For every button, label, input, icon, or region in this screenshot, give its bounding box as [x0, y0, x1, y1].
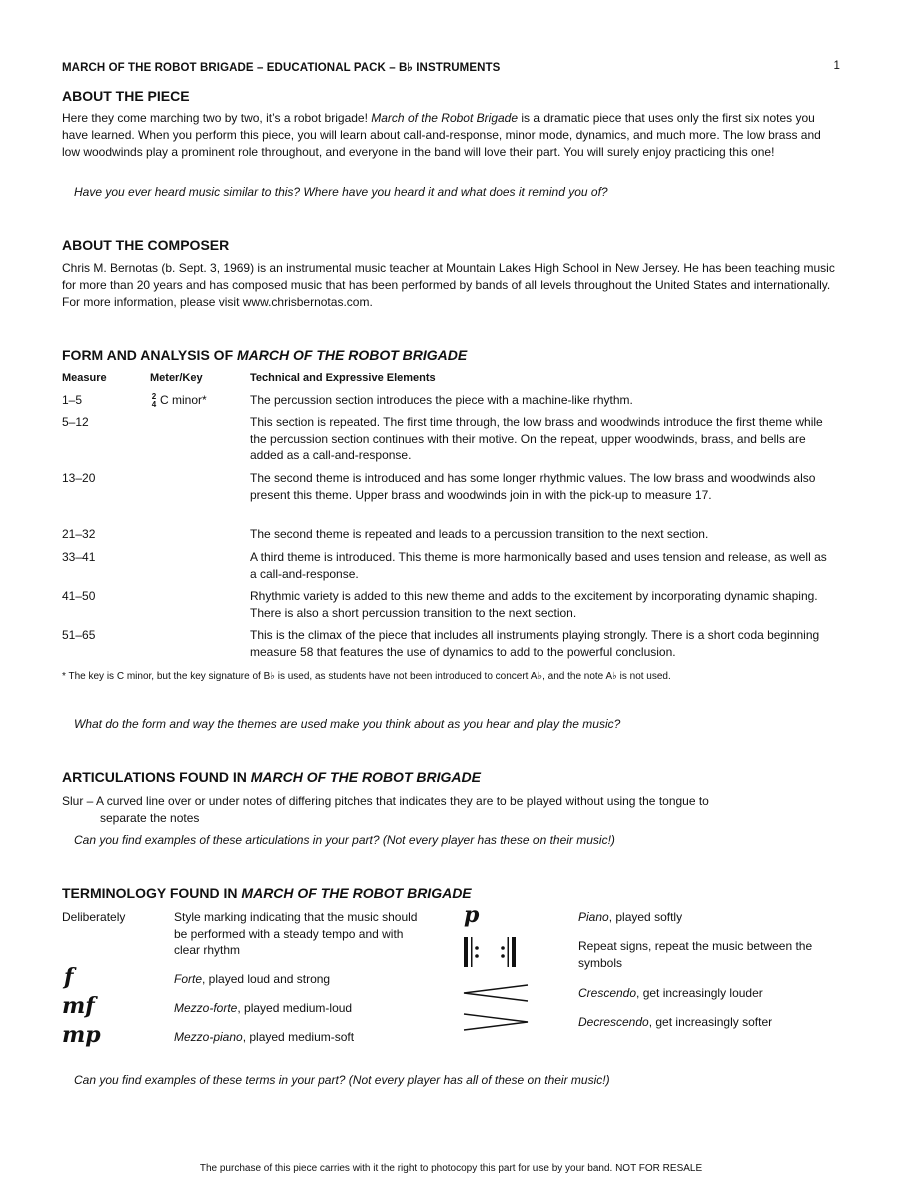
term-crescendo-text: , get increasingly louder — [636, 986, 763, 1000]
about-piece-text-a: Here they come marching two by two, it’s a robot brigade! — [62, 111, 372, 125]
decrescendo-hairpin-icon — [462, 1011, 532, 1033]
term-crescendo-def — [578, 985, 763, 1002]
about-composer-text: Chris M. Bernotas (b. Sept. 3, 1969) is an instrumental music teacher at Mountain Lakes High School in New Jersey. He has been teaching music for more than 20 years and has composed music that has been performed by bands of all levels throughout the United States and internationally. For more information, please visit www.chrisbernotas.com. — [62, 261, 835, 309]
articulations-question: Can you find examples of these articulations in your part? (Not every player has these on their music!) — [74, 833, 615, 847]
slur-line-1: Slur – A curved line over or under notes of differing pitches that indicates they are to be played without using the tongue to — [62, 794, 709, 808]
term-decrescendo: Decrescendo — [578, 1015, 649, 1029]
page-footer: The purchase of this piece carries with it the right to photocopy this part for use by your band. NOT FOR RESALE — [199, 1163, 703, 1174]
row-measure: 1–5 — [62, 393, 83, 407]
term-piano-def — [578, 909, 682, 926]
form-heading-title: MARCH OF THE ROBOT BRIGADE — [237, 347, 468, 363]
row-key: C minor* — [160, 393, 207, 407]
mezzo-forte-symbol-icon: mf — [62, 993, 95, 1019]
form-footnote: * The key is C minor, but the key signature of B♭ is used, as students have not been introduced to concert A♭, and the note A♭ is not used. — [62, 671, 671, 682]
about-piece-question: Have you ever heard music similar to this? Where have you heard it and what does it remind you of? — [74, 185, 608, 199]
time-sig-bottom: 4 — [151, 399, 157, 409]
terminology-heading-plain: TERMINOLOGY FOUND IN — [62, 885, 242, 901]
time-signature — [150, 393, 158, 409]
about-piece-text-b: is a dramatic piece that uses only the first six notes you have learned. When you perform this piece, you will learn about call-and-response, minor mode, dynamics, and much more. The low brass and low woodwinds play a prominent role throughout, and everyone in the band will love their part. You will surely enjoy practicing this one! — [62, 111, 821, 159]
about-piece-text — [62, 110, 836, 161]
row-measure: 33–41 — [62, 550, 96, 564]
articulations-heading — [62, 769, 481, 785]
page-number: 1 — [833, 60, 840, 72]
terminology-question: Can you find examples of these terms in your part? (Not every player has all of these on their music!) — [74, 1073, 610, 1087]
term-forte-def — [174, 971, 330, 988]
about-piece-heading: ABOUT THE PIECE — [62, 88, 190, 104]
form-heading — [62, 347, 467, 363]
row-description: The percussion section introduces the piece with a machine-like rhythm. — [250, 393, 633, 407]
about-piece-piece-title: March of the Robot Brigade — [371, 111, 519, 125]
term-deliberately-def: Style marking indicating that the music should be performed with a steady tempo and with clear rhythm — [174, 910, 418, 957]
header-title: MARCH OF THE ROBOT BRIGADE – EDUCATIONAL PACK – B♭ INSTRUMENTS — [62, 62, 501, 74]
terminology-heading — [62, 885, 472, 901]
row-measure: 51–65 — [62, 628, 96, 642]
term-mezzo-forte: Mezzo-forte — [174, 1001, 238, 1015]
form-heading-plain: FORM AND ANALYSIS OF — [62, 347, 238, 363]
term-forte-text: , played loud and strong — [202, 972, 331, 986]
term-crescendo: Crescendo — [578, 986, 637, 1000]
term-decrescendo-def — [578, 1014, 772, 1031]
slur-line-2: separate the notes — [100, 811, 200, 825]
terminology-heading-title: MARCH OF THE ROBOT BRIGADE — [241, 885, 472, 901]
row-measure: 5–12 — [62, 415, 89, 429]
term-mezzo-forte-def — [174, 1000, 352, 1017]
term-piano: Piano — [578, 910, 609, 924]
piano-symbol-icon: p — [464, 902, 480, 928]
articulations-heading-title: MARCH OF THE ROBOT BRIGADE — [250, 769, 481, 785]
row-measure: 41–50 — [62, 589, 96, 603]
row-description: A third theme is introduced. This theme is more harmonically based and uses tension and release, as well as a call-and-response. — [250, 550, 827, 581]
mezzo-piano-symbol-icon: mp — [62, 1022, 101, 1048]
term-decrescendo-text: , get increasingly softer — [648, 1015, 773, 1029]
crescendo-hairpin-icon — [462, 982, 532, 1004]
term-mezzo-forte-text: , played medium-loud — [237, 1001, 353, 1015]
row-measure: 13–20 — [62, 471, 96, 485]
term-repeat-def: Repeat signs, repeat the music between the symbols — [578, 939, 813, 970]
col-header-measure: Measure — [62, 372, 107, 384]
running-header — [62, 60, 840, 74]
forte-symbol-icon: f — [64, 964, 74, 990]
row-meter-key — [150, 392, 207, 409]
row-description: This is the climax of the piece that includes all instruments playing strongly. There is a short coda beginning measure 58 that features the use of dynamics to add to the powerful conclusion. — [250, 628, 820, 659]
repeat-signs-icon — [462, 935, 522, 969]
form-question: What do the form and way the themes are used make you think about as you hear and play the music? — [74, 717, 621, 731]
term-piano-text: , played softly — [608, 910, 683, 924]
articulations-heading-plain: ARTICULATIONS FOUND IN — [62, 769, 251, 785]
slur-definition — [62, 793, 836, 827]
row-description: The second theme is introduced and has some longer rhythmic values. The low brass and woodwinds also present this theme. Upper brass and woodwinds join in with the pick-up to measure 17. — [250, 471, 816, 502]
term-mezzo-piano: Mezzo-piano — [174, 1030, 243, 1044]
row-measure: 21–32 — [62, 527, 96, 541]
term-mezzo-piano-def — [174, 1029, 354, 1046]
term-mezzo-piano-text: , played medium-soft — [242, 1030, 355, 1044]
col-header-meter-key: Meter/Key — [150, 372, 203, 384]
row-description: This section is repeated. The first time through, the low brass and woodwinds introduce the first theme while the percussion section continues with their motive. On the repeat, upper woodwinds, brass, and bells are added as a call-and-response. — [250, 415, 823, 462]
time-sig-top: 2 — [151, 391, 157, 401]
about-composer-heading: ABOUT THE COMPOSER — [62, 237, 230, 253]
row-description: The second theme is repeated and leads to a percussion transition to the next section. — [250, 527, 709, 541]
row-description: Rhythmic variety is added to this new theme and adds to the excitement by incorporating dynamic shaping. There is also a short percussion transition to the next section. — [250, 589, 818, 620]
term-deliberately: Deliberately — [62, 910, 126, 924]
term-forte: Forte — [174, 972, 203, 986]
col-header-elements: Technical and Expressive Elements — [250, 372, 436, 384]
